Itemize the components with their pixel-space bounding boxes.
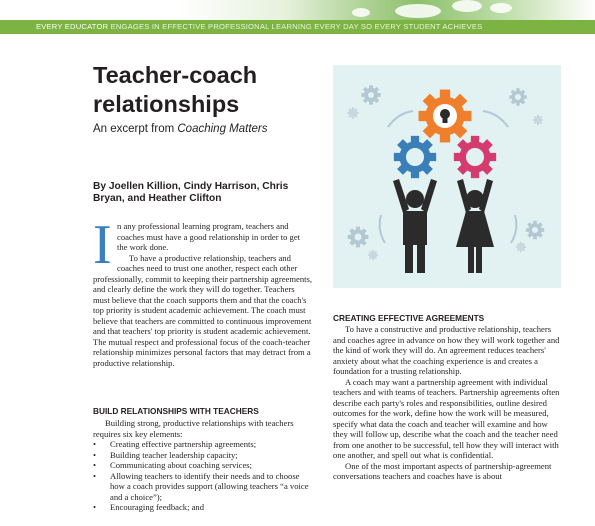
- banner-tagline: [36, 21, 482, 33]
- title-line: Teacher-coach: [93, 62, 258, 88]
- small-gear-icon: [509, 88, 526, 105]
- magenta-gear-icon: [454, 136, 496, 178]
- bullet-marker: •: [93, 502, 97, 512]
- bullet-marker: •: [93, 460, 97, 470]
- tagline-highlight: EVERY EDUCATOR: [36, 22, 109, 31]
- two-people-holding-gears-illustration: [333, 65, 561, 288]
- section-paragraph: One of the most important aspects of partnership-agreement conversations teachers and coaches have is about: [333, 460, 552, 481]
- byline: [93, 181, 323, 205]
- bullet-text: Building teacher leadership capacity;: [110, 449, 238, 460]
- section-paragraph: Building strong, productive relationships with teachers requires six key elements:: [93, 418, 294, 439]
- list-item: [93, 471, 312, 503]
- section-body: [93, 418, 312, 513]
- intro-paragraph: To have a productive relationship, teachers and coaches need to trust one another, respect each other professionally, commit to keeping their partnership agreements, and clearly define the work they will do together. Teachers must believe that the coach supports them and that the coach's top priority is student academic achievement. The coach must believe that teachers are committed to continuous improvement and that teachers' top priority is student academic achievement. The mutual respect and professional focus of the coach-teacher relationship minimizes personal factors that may detract from a productive relationship.: [93, 252, 312, 368]
- bullet-text: Communicating about coaching services;: [110, 460, 252, 470]
- bullet-text: Creating effective partnership agreements;: [110, 439, 257, 449]
- list-item: [93, 450, 312, 461]
- section-heading: BUILD RELATIONSHIPS WITH TEACHERS: [93, 406, 259, 416]
- banner-cloud: [490, 3, 512, 13]
- intro-paragraph: n any professional learning program, teachers and coaches must have a good relationship in order to get the work done.: [117, 221, 301, 252]
- bullet-marker: •: [93, 449, 97, 460]
- small-gear-icon: [526, 221, 544, 239]
- banner-cloud: [395, 4, 441, 18]
- bullet-text: Encouraging feedback; and: [110, 502, 205, 512]
- bullet-marker: •: [93, 439, 97, 449]
- list-item: [93, 439, 312, 450]
- section-paragraph: To have a constructive and productive relationship, teachers and coaches agree in advance on how they will work together and the kind of work they will do. An agreement reduces teachers' anxiety about what the coaching experience is and creates a foundation for a trusting relationship.: [333, 324, 560, 376]
- article-illustration: [333, 65, 561, 288]
- banner-cloud: [352, 8, 370, 17]
- tagline-rest: ENGAGES IN EFFECTIVE PROFESSIONAL LEARNING EVERY DAY SO EVERY STUDENT ACHIEVES: [108, 22, 483, 31]
- section-body: [333, 324, 561, 482]
- blue-gear-icon: [394, 136, 436, 178]
- title-line: relationships: [93, 91, 240, 117]
- list-item: [93, 460, 312, 471]
- bullet-text: Allowing teachers to identify their needs and to choose how a coach provides support (allowing teachers “a voice and a choice”);: [110, 470, 309, 502]
- section-paragraph: A coach may want a partnership agreement with individual teachers and with teams of teachers. Partnership agreements often describe each party's roles and responsibilities, outline desired outcomes for the work, define how the work will be measured, specify what data the coach and teacher will examine and how they will follow up, describe what the coach and the teacher need from one another to be successful, tell how they will interact with one another, and spell out what is confidential.: [333, 376, 560, 460]
- subtitle-prefix: An excerpt from: [93, 123, 178, 135]
- man-figure-icon: [393, 179, 437, 273]
- bullet-list: [93, 439, 312, 513]
- woman-figure-icon: [456, 179, 494, 273]
- list-item: [93, 502, 312, 513]
- book-title: Coaching Matters: [177, 123, 268, 135]
- intro-text: [93, 214, 312, 368]
- byline-line: By Joellen Killion, Cindy Harrison, Chris: [93, 181, 289, 192]
- article-subtitle: [93, 123, 268, 135]
- banner-cloud: [452, 0, 482, 12]
- article-title: [93, 61, 257, 119]
- small-gear-icon: [348, 227, 369, 248]
- small-gear-icon: [361, 85, 380, 104]
- section-heading: CREATING EFFECTIVE AGREEMENTS: [333, 313, 485, 323]
- byline-line: Bryan, and Heather Clifton: [93, 193, 222, 204]
- header-banner: [0, 0, 595, 36]
- bullet-marker: •: [93, 470, 97, 481]
- drop-cap: I: [93, 214, 112, 276]
